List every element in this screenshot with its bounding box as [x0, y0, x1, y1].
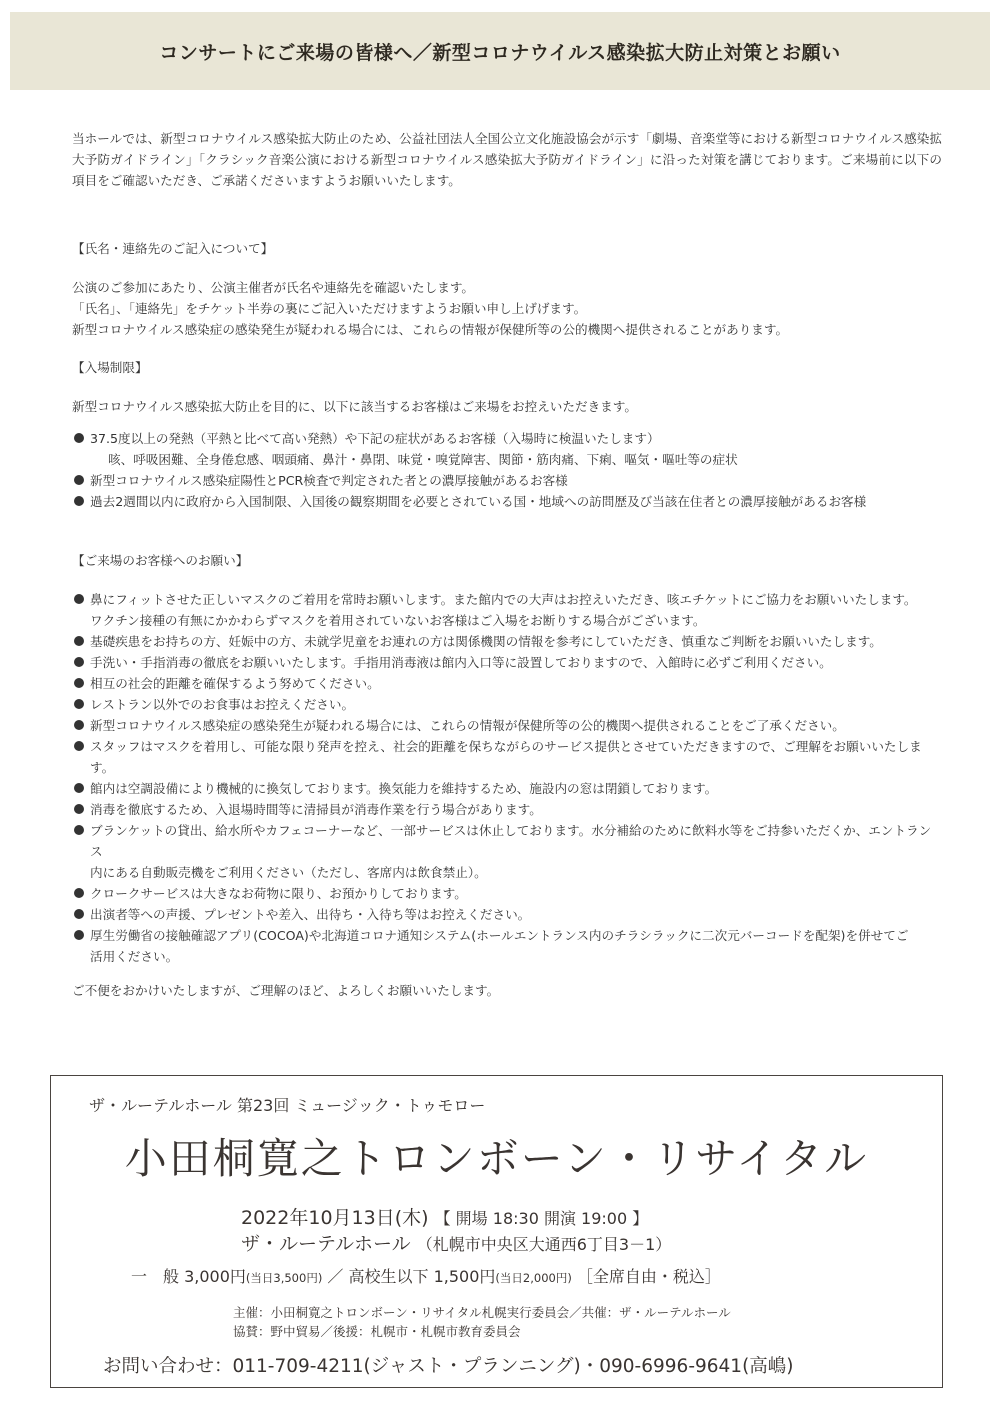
- list-item: [72, 820, 942, 883]
- concert-series: ザ・ルーテルホール 第23回 ミュージック・トゥモロー: [89, 1096, 486, 1115]
- list-item: [72, 491, 942, 512]
- list-item-text: ワクチン接種の有無にかかわらずマスクを着用されていないお客様はご入場をお断りする場合がございます。: [90, 613, 706, 628]
- support-line: 協賛：野中貿易／後援：札幌市・札幌市教育委員会: [233, 1324, 521, 1339]
- list-item-text: 厚生労働省の接触確認アプリ(COCOA)や北海道コロナ通知システム(ホールエントランス内のチラシラックに二次元バーコードを配架)を併せてご: [90, 928, 909, 943]
- price-student-day: (当日2,000円): [495, 1271, 572, 1285]
- concert-date-line: [241, 1203, 648, 1230]
- list-item-text: 内にある自動販売機をご利用ください（ただし、客席内は飲食禁止）。: [90, 865, 487, 880]
- concert-venue: ザ・ルーテルホール: [241, 1233, 411, 1255]
- list-item-text: レストラン以外でのお食事はお控えください。: [90, 697, 355, 712]
- section-heading-entry-restriction: 【入場制限】: [72, 360, 148, 375]
- concert-venue-line: [241, 1229, 671, 1256]
- price-general-day: (当日3,500円): [245, 1271, 323, 1285]
- list-item-text: 相互の社会的距離を確保するよう努めてください。: [90, 676, 380, 691]
- header-banner: [10, 12, 990, 90]
- section-heading-requests: 【ご来場のお客様へのお願い】: [72, 553, 249, 568]
- list-item: [72, 778, 942, 799]
- section1-line: 新型コロナウイルス感染症の感染発生が疑われる場合には、これらの情報が保健所等の公的機関へ提供されることがあります。: [72, 322, 789, 337]
- symptom-list-text: 咳、呼吸困難、全身倦怠感、咽頭痛、鼻汁・鼻閉、味覚・嗅覚障害、関節・筋肉痛、下痢、嘔気・嘔吐等の症状: [108, 452, 738, 467]
- contact-line: お問い合わせ：011-709-4211(ジャスト・プランニング)・090-6996-9641(高嶋): [103, 1356, 794, 1377]
- list-item: [72, 925, 942, 967]
- list-item: [72, 799, 942, 820]
- list-item: [72, 673, 942, 694]
- list-item-text: 活用ください。: [90, 949, 179, 964]
- list-item-text: 手洗い・手指消毒の徹底をお願いいたします。手指用消毒液は館内入口等に設置しておりますので、入館時に必ずご利用ください。: [90, 655, 832, 670]
- list-item: [72, 631, 942, 652]
- list-item-text: 過去2週間以内に政府から入国制限、入国後の観察期間を必要とされている国・地域への訪問歴及び当該在住者との濃厚接触があるお客様: [90, 494, 867, 509]
- concert-address: （札幌市中央区大通西6丁目3－1）: [416, 1235, 672, 1254]
- section2-lead: 新型コロナウイルス感染拡大防止を目的に、以下に該当するお客様はご来場をお控えいただきます。: [72, 399, 637, 414]
- organizer-line: 主催：小田桐寛之トロンボーン・リサイタル札幌実行委員会／共催：ザ・ルーテルホール: [233, 1305, 731, 1320]
- price-general: 一 般 3,000円: [131, 1267, 246, 1286]
- list-item: [72, 589, 942, 631]
- section1-line: 公演のご参加にあたり、公演主催者が氏名や連絡先を確認いたします。: [72, 280, 474, 295]
- request-list: [72, 589, 942, 967]
- list-item: [72, 736, 942, 778]
- concert-time: 【 開場 18:30 開演 19:00 】: [434, 1209, 649, 1228]
- list-item-text: 新型コロナウイルス感染症の感染発生が疑われる場合には、これらの情報が保健所等の公的機関へ提供されることをご了承ください。: [90, 718, 845, 733]
- price-student: 高校生以下 1,500円: [348, 1267, 496, 1286]
- list-item-text: クロークサービスは大きなお荷物に限り、お預かりしております。: [90, 886, 467, 901]
- price-separator: ／: [327, 1267, 344, 1286]
- list-item-text: 鼻にフィットさせた正しいマスクのご着用を常時お願いします。また館内での大声はお控えいただき、咳エチケットにご協力をお願いいたします。: [90, 592, 917, 607]
- section1-line: 「氏名」、「連絡先」をチケット半券の裏にご記入いただけますようお願い申し上げげます。: [72, 301, 587, 316]
- seating-note: ［全席自由・税込］: [576, 1267, 721, 1286]
- list-item: [72, 428, 942, 470]
- list-item: [72, 470, 942, 491]
- notice-body: [72, 128, 942, 1001]
- list-item-text: 基礎疾患をお持ちの方、妊娠中の方、未就学児童をお連れの方は関係機関の情報を参考にしていただき、慎重なご判断をお願いいたします。: [90, 634, 882, 649]
- list-item-text: 新型コロナウイルス感染症陽性とPCR検査で判定された者との濃厚接触があるお客様: [90, 473, 568, 488]
- list-item: [72, 715, 942, 736]
- list-item-text: 館内は空調設備により機械的に換気しております。換気能力を維持するため、施設内の窓は閉鎖しております。: [90, 781, 718, 796]
- concert-info-box: [50, 1075, 943, 1388]
- closing-text: ご不便をおかけいたしますが、ご理解のほど、よろしくお願いいたします。: [72, 983, 500, 998]
- intro-paragraph: 当ホールでは、新型コロナウイルス感染拡大防止のため、公益社団法人全国公立文化施設協会が示す「劇場、音楽堂等における新型コロナウイルス感染拡大予防ガイドライン」「クラシック音楽公演における新型コロナウイルス感染拡大予防ガイドライン」に沿った対策を講じております。ご来場前に以下の項目をご確認いただき、ご承諾くださいますようお願いいたします。: [72, 131, 942, 188]
- list-item: [72, 883, 942, 904]
- list-item: [72, 904, 942, 925]
- list-item-text: 消毒を徹底するため、入退場時間等に清掃員が消毒作業を行う場合があります。: [90, 802, 542, 817]
- list-item: [72, 694, 942, 715]
- list-item: [72, 652, 942, 673]
- price-line: [131, 1264, 721, 1287]
- section-heading-contact-info: 【氏名・連絡先のご記入について】: [72, 241, 274, 256]
- list-item-text: 出演者等への声援、プレゼントや差入、出待ち・入待ち等はお控えください。: [90, 907, 531, 922]
- list-item-text: ブランケットの貸出、給水所やカフェコーナーなど、一部サービスは休止しております。水分補給のために飲料水等をご持参いただくか、エントランス: [90, 823, 932, 859]
- list-item-text: 37.5度以上の発熱（平熱と比べて高い発熱）や下記の症状があるお客様（入場時に検温いたします）: [90, 431, 660, 446]
- organizer-block: [233, 1303, 731, 1341]
- concert-title: 小田桐寛之トロンボーン・リサイタル: [124, 1134, 869, 1183]
- list-item-text: スタッフはマスクを着用し、可能な限り発声を控え、社会的距離を保ちながらのサービス提供とさせていただきますので、ご理解をお願いいたします。: [90, 739, 922, 775]
- restriction-list: [72, 428, 942, 512]
- concert-date: 2022年10月13日(木): [241, 1207, 429, 1229]
- page-title: コンサートにご来場の皆様へ／新型コロナウイルス感染拡大防止対策とお願い: [159, 41, 841, 64]
